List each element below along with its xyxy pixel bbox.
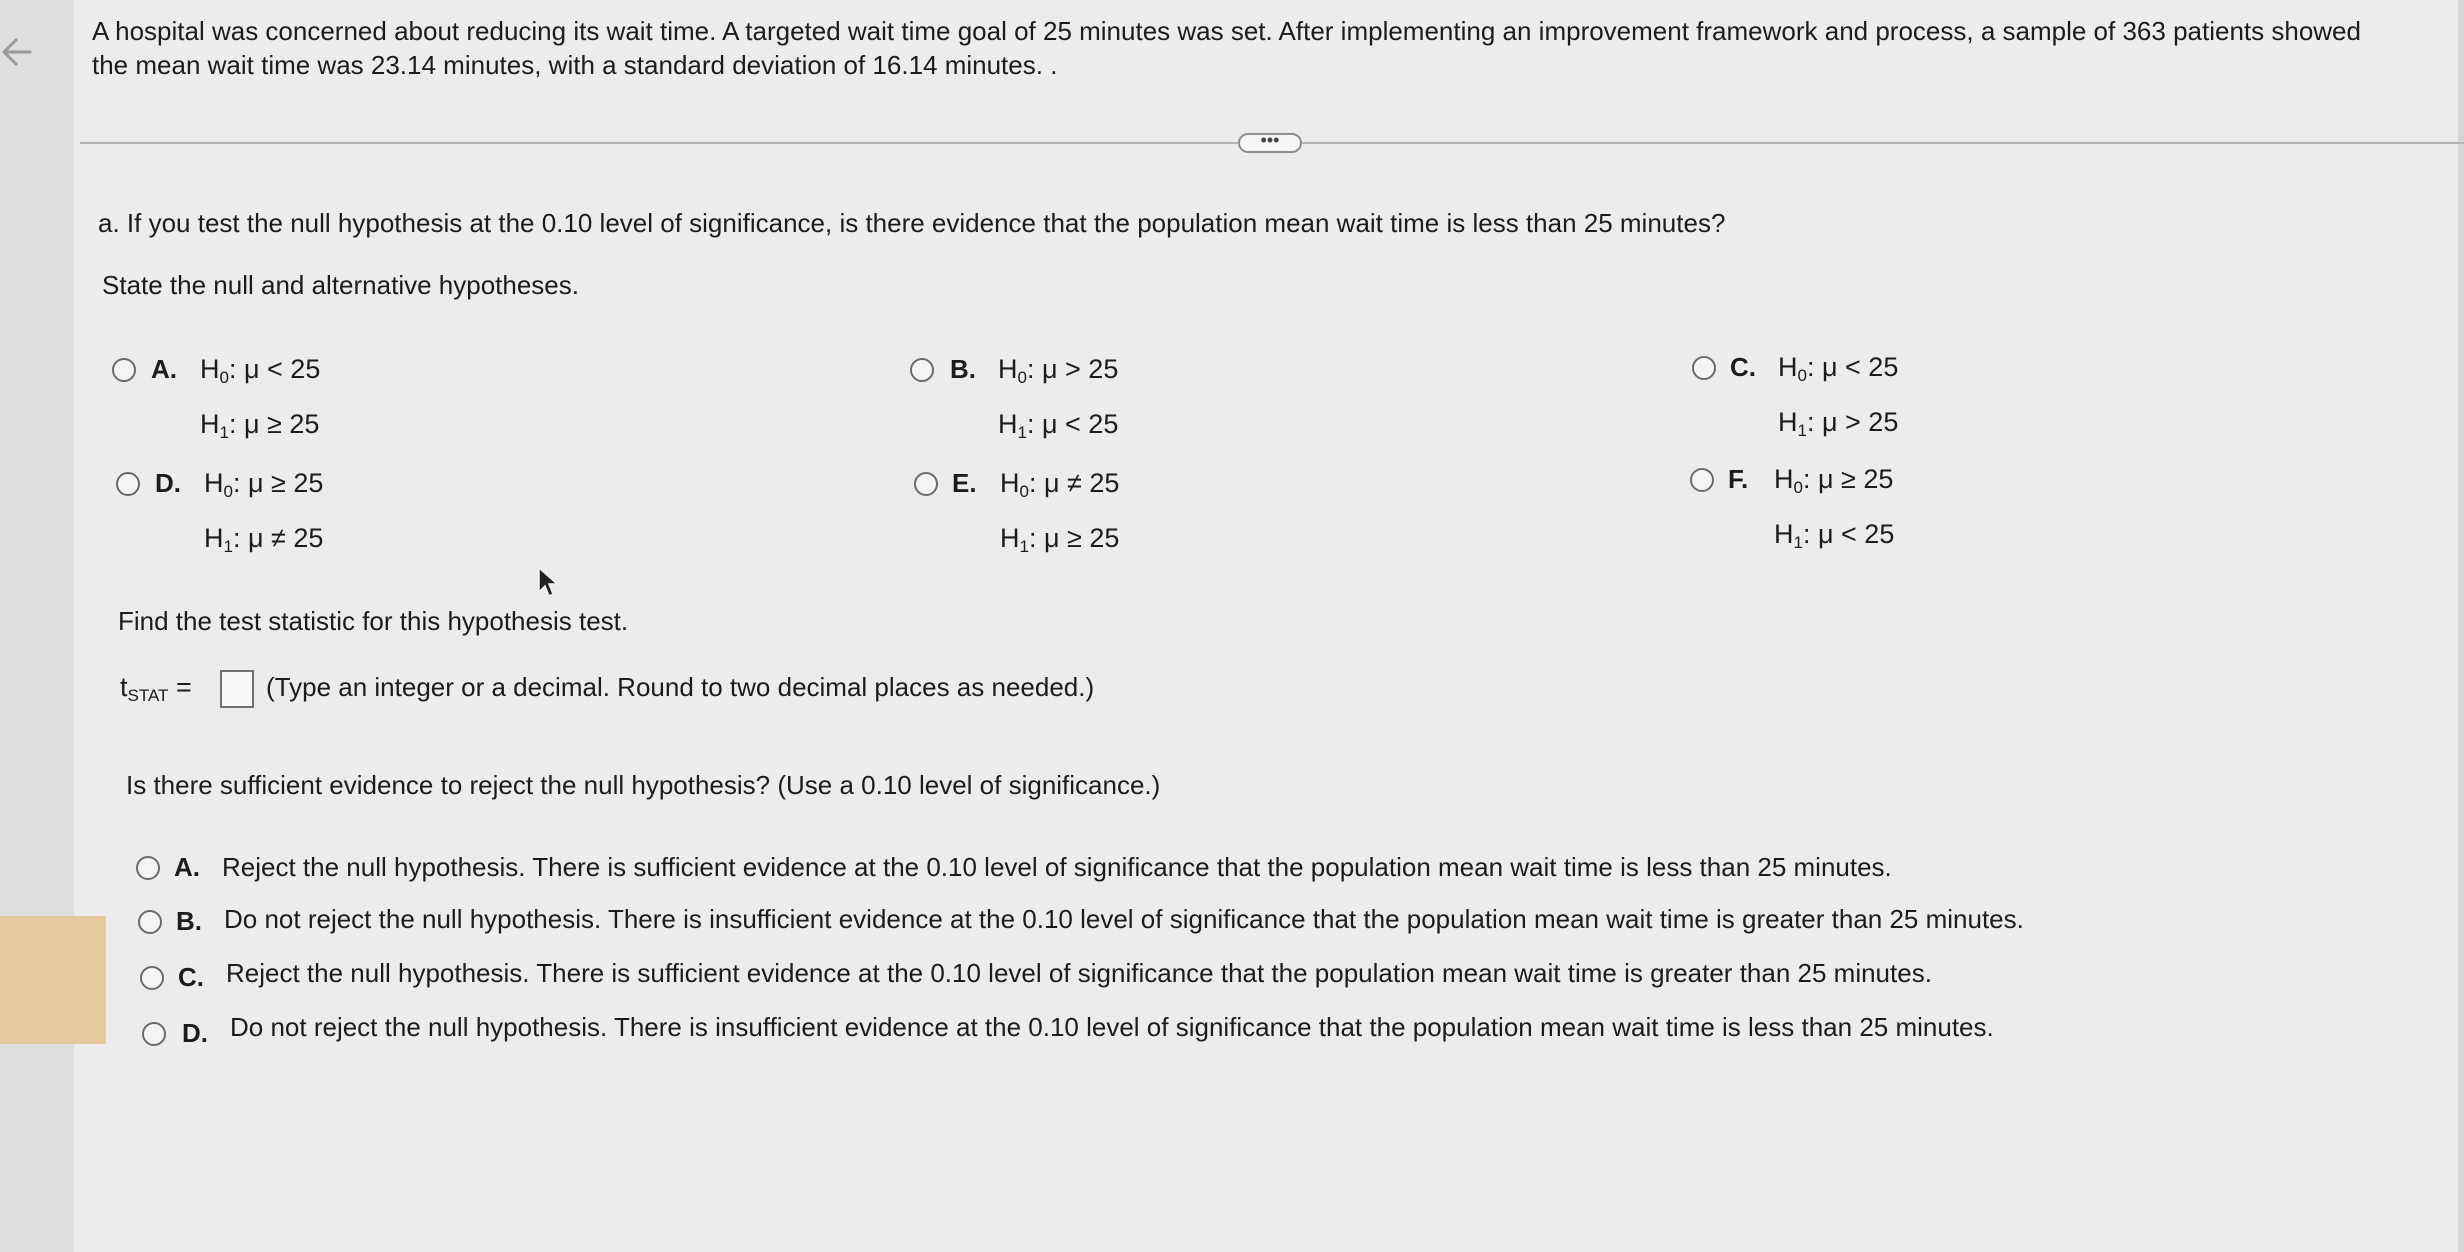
option-d-h1: $H_1$: μ ≠ 25 — [204, 523, 324, 556]
decision-option-c-letter: C. — [178, 962, 204, 992]
decision-option-c-radio[interactable] — [140, 966, 164, 990]
decision-option-d-text[interactable]: Do not reject the null hypothesis. There is insufficient evidence at the 0.10 level of significance that the population mean wait time is less than 25 minutes. — [230, 1012, 1994, 1042]
part-a-question: a. If you test the null hypothesis at the 0.10 level of significance, is there evidence that the population mean wait time is less than 25 minutes? — [98, 208, 1726, 238]
option-b-h0: $H_0$: μ > 25 — [998, 354, 1119, 387]
hypothesis-option-b-radio[interactable] — [910, 358, 934, 382]
side-highlight-band — [0, 916, 106, 1044]
tstat-label: $t_{STAT}$ = — [120, 672, 192, 705]
hypothesis-option-e-radio[interactable] — [914, 472, 938, 496]
option-b-h1: $H_1$: μ < 25 — [998, 409, 1119, 442]
left-margin — [0, 0, 74, 1252]
option-f-h1: $H_1$: μ < 25 — [1774, 519, 1895, 552]
option-c-h0: $H_0$: μ < 25 — [1778, 352, 1899, 385]
option-d-h0: $H_0$: μ ≥ 25 — [204, 468, 324, 501]
arrow-left-icon[interactable] — [0, 32, 40, 72]
hypothesis-option-d[interactable] — [204, 460, 323, 570]
more-options-button[interactable]: ••• — [1238, 133, 1302, 153]
option-c-h1: $H_1$: μ > 25 — [1778, 407, 1899, 440]
mouse-pointer-icon — [536, 566, 562, 600]
decision-option-d-letter: D. — [182, 1018, 208, 1048]
decision-option-a-radio[interactable] — [136, 856, 160, 880]
option-e-h1: $H_1$: μ ≥ 25 — [1000, 523, 1120, 556]
decision-option-a-text[interactable]: Reject the null hypothesis. There is sufficient evidence at the 0.10 level of significance that the population mean wait time is less than 25 minutes. — [222, 852, 1892, 882]
hypothesis-option-f-letter: F. — [1728, 464, 1749, 494]
hypothesis-option-e[interactable] — [1000, 460, 1119, 570]
decision-option-c-text[interactable]: Reject the null hypothesis. There is sufficient evidence at the 0.10 level of significance that the population mean wait time is greater than 25 minutes. — [226, 958, 1932, 988]
right-edge — [2458, 0, 2464, 1252]
decision-option-a-letter: A. — [174, 852, 200, 882]
hypothesis-option-d-radio[interactable] — [116, 472, 140, 496]
hypothesis-option-c[interactable] — [1778, 344, 1898, 454]
hypothesis-option-a-radio[interactable] — [112, 358, 136, 382]
hypothesis-option-d-letter: D. — [155, 468, 181, 498]
hypotheses-instruction: State the null and alternative hypotheses. — [102, 270, 579, 300]
hypothesis-option-c-letter: C. — [1730, 352, 1756, 382]
hypothesis-option-b[interactable] — [998, 346, 1118, 456]
hypothesis-option-c-radio[interactable] — [1692, 356, 1716, 380]
hypothesis-option-a[interactable] — [200, 346, 320, 456]
decision-question: Is there sufficient evidence to reject the null hypothesis? (Use a 0.10 level of significance.) — [126, 770, 1161, 800]
decision-option-b-letter: B. — [176, 906, 202, 936]
option-f-h0: $H_0$: μ ≥ 25 — [1774, 464, 1894, 497]
problem-line-2: the mean wait time was 23.14 minutes, with a standard deviation of 16.14 minutes. . — [92, 50, 1058, 80]
tstat-answer-input[interactable] — [220, 670, 254, 708]
test-statistic-prompt: Find the test statistic for this hypothesis test. — [118, 606, 629, 636]
problem-statement — [92, 14, 2361, 82]
hypothesis-option-a-letter: A. — [151, 354, 177, 384]
option-a-h1: $H_1$: μ ≥ 25 — [200, 409, 320, 442]
decision-option-b-radio[interactable] — [138, 910, 162, 934]
hypothesis-option-f[interactable] — [1774, 456, 1894, 566]
hypothesis-option-b-letter: B. — [950, 354, 976, 384]
problem-line-1: A hospital was concerned about reducing its wait time. A targeted wait time goal of 25 minutes was set. After implementing an improvement framework and process, a sample of 363 patients showed — [92, 16, 2361, 46]
tstat-hint: (Type an integer or a decimal. Round to two decimal places as needed.) — [266, 672, 1095, 702]
option-e-h0: $H_0$: μ ≠ 25 — [1000, 468, 1120, 501]
hypothesis-option-f-radio[interactable] — [1690, 468, 1714, 492]
decision-option-d-radio[interactable] — [142, 1022, 166, 1046]
decision-option-b-text[interactable]: Do not reject the null hypothesis. There is insufficient evidence at the 0.10 level of significance that the population mean wait time is greater than 25 minutes. — [224, 904, 2024, 934]
option-a-h0: $H_0$: μ < 25 — [200, 354, 321, 387]
hypothesis-option-e-letter: E. — [952, 468, 977, 498]
